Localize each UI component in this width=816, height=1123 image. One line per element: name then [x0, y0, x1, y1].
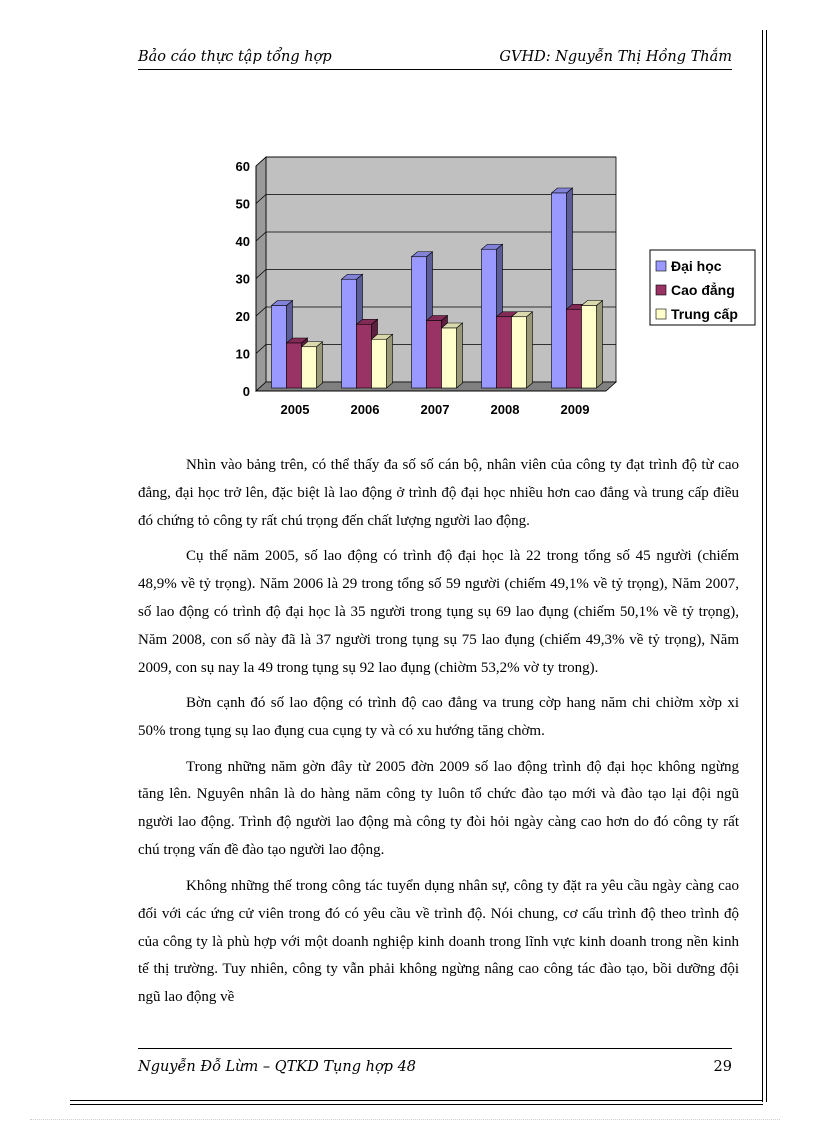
bar-trung-cấp-2006	[372, 339, 387, 388]
bar-trung-cấp-2007	[442, 328, 457, 388]
legend-swatch	[656, 261, 666, 271]
staff-qualification-chart	[220, 150, 780, 430]
y-tick-label: 40	[235, 234, 250, 249]
y-tick-label: 20	[235, 309, 250, 324]
bar-trung-cấp-2009	[582, 306, 597, 389]
bar-cao-đẳng-2007	[427, 321, 442, 389]
legend-label: Đại học	[671, 258, 722, 274]
header-report-title: Bảo cáo thực tập tổng hợp	[138, 49, 332, 65]
legend-label: Cao đẳng	[671, 282, 735, 298]
bar-trung-cấp-2006-side	[387, 334, 393, 388]
bar-trung-cấp-2007-side	[457, 323, 463, 388]
x-tick-label: 2007	[420, 402, 450, 417]
bar-trung-cấp-2008	[512, 317, 527, 388]
y-tick-label: 10	[235, 346, 250, 362]
legend-swatch	[656, 285, 666, 295]
paragraph: Bờn cạnh đó số lao động có trình độ cao đẳng va trung cờp hang năm chi chiờm xờp xi 50% trong tụng sụ lao đụng cua cụng ty và có xu hướng tăng chờm.	[138, 695, 739, 740]
footer-author: Nguyễn Đỗ Lừm – QTKD Tụng hợp 48	[138, 1059, 417, 1075]
y-tick-label: 0	[242, 384, 250, 399]
bar-đại-học-2009	[552, 193, 567, 388]
x-tick-label: 2005	[280, 402, 310, 417]
page-number: 29	[713, 1059, 732, 1075]
paragraph: Trong những năm gờn đây từ 2005 đờn 2009 số lao động trình độ đại học không ngừng tăng lên. Nguyên nhân là do hàng năm công ty luôn tổ chức đào tạo mới và đào tạo lại đội ngũ người lao động. Trình độ người lao động mà công ty đòi hỏi ngày càng cao hơn do đó công ty rất chú trọng vấn đề đào tạo người lao động.	[138, 758, 739, 859]
bar-cao-đẳng-2006	[357, 324, 372, 388]
y-tick-label: 50	[235, 196, 250, 212]
page-border-bottom	[70, 1100, 763, 1105]
legend-label: Trung cấp	[671, 306, 738, 322]
x-tick-label: 2006	[350, 402, 380, 417]
bar-trung-cấp-2005-side	[317, 342, 323, 388]
bar-trung-cấp-2009-side	[597, 301, 603, 389]
paragraph: Nhìn vào bảng trên, có thể thấy đa số số cán bộ, nhân viên của công ty đạt trình độ từ cao đẳng, đại học trở lên, đặc biệt là lao động ở trình độ đại học nhiều hơn cao đẳng và trung cấp điều đó chứng tỏ công ty rất chú trọng đến chất lượng người lao động.	[138, 457, 739, 529]
y-tick-label: 30	[235, 271, 250, 287]
paragraph: Cụ thể năm 2005, số lao động có trình độ đại học là 22 trong tổng số 45 người (chiếm 48,9% về tỷ trọng). Năm 2006 là 29 trong tổng số 59 người (chiếm 49,1% về tỷ trọng), Năm 2007, số lao động có trình độ đại học là 35 người trong tụng sụ 69 lao đụng (chiếm 50,1% về tỷ trọng), Năm 2008, con số này đã là 37 người trong tụng sụ 75 lao đụng (chiếm 49,3% về tỷ trọng), Năm 2009, con sụ nay la 49 trong tụng sụ 92 lao đụng (chiờm 53,2% vờ ty trong).	[138, 548, 739, 676]
x-tick-label: 2009	[560, 402, 590, 417]
paragraph: Không những thế trong công tác tuyển dụng nhân sự, công ty đặt ra yêu cầu ngày càng cao đối với các ứng cử viên trong đó có yêu cầu về trình độ. Nói chung, cơ cấu trình độ theo trình độ của công ty là phù hợp với một doanh nghiệp kinh doanh trong lĩnh vực kinh doanh trong nền kinh tế thị trường. Tuy nhiên, công ty vẫn phải không ngừng nâng cao công tác đào tạo, bồi dưỡng đội ngũ lao động về	[138, 877, 739, 1006]
bar-cao-đẳng-2005	[287, 343, 302, 388]
bar-trung-cấp-2008-side	[527, 312, 533, 388]
page-footer	[138, 1048, 732, 1079]
bar-đại-học-2006	[342, 279, 357, 388]
bar-đại-học-2005	[272, 306, 287, 389]
legend-swatch	[656, 309, 666, 319]
page-header	[138, 47, 732, 70]
x-tick-label: 2008	[490, 402, 520, 417]
body-text	[138, 452, 739, 1020]
bar-cao-đẳng-2009	[567, 309, 582, 388]
bar-đại-học-2008	[482, 249, 497, 388]
bar-trung-cấp-2005	[302, 347, 317, 388]
bar-đại-học-2007	[412, 257, 427, 388]
header-supervisor: GVHD: Nguyễn Thị Hồng Thắm	[499, 49, 732, 65]
page-edge-dotted-line	[30, 1119, 780, 1120]
bar-cao-đẳng-2008	[497, 317, 512, 388]
y-tick-label: 60	[235, 159, 250, 174]
